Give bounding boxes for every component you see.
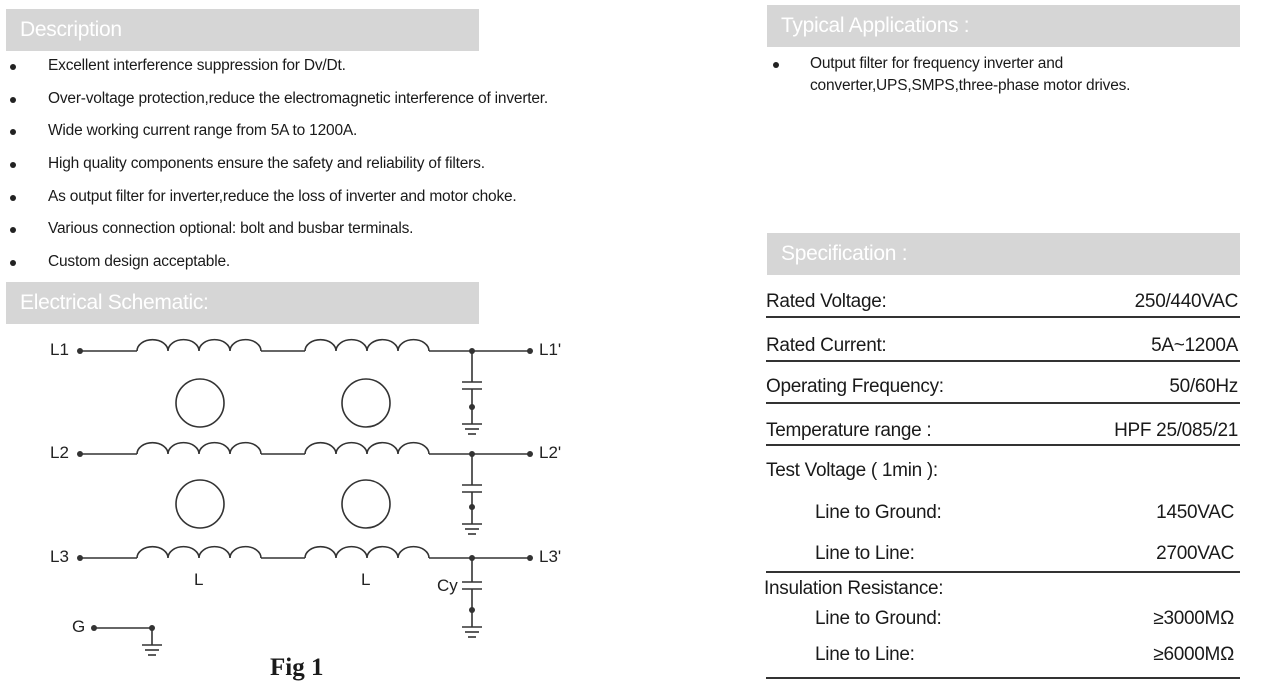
- description-list: [8, 54, 548, 283]
- spec-label: Test Voltage ( 1min ):: [766, 460, 938, 481]
- description-header: [6, 9, 479, 51]
- spec-label: Line to Ground:: [815, 502, 942, 523]
- spec-ir-line-to-line: [766, 636, 1240, 668]
- list-item: [8, 152, 548, 185]
- spec-rated-current: [766, 327, 1240, 359]
- spec-value: ≥6000MΩ: [1153, 644, 1234, 665]
- spec-label: Line to Line:: [815, 543, 915, 564]
- output-label: L2': [539, 443, 562, 462]
- list-item: [8, 217, 548, 250]
- list-item: [8, 54, 548, 87]
- specification-header: [767, 233, 1240, 275]
- list-item: [8, 185, 548, 218]
- input-label: L3: [50, 547, 69, 566]
- description-title: Description: [20, 18, 122, 41]
- spec-value: ≥3000MΩ: [1153, 608, 1234, 629]
- list-item: [8, 119, 548, 152]
- spec-value: 250/440VAC: [1134, 291, 1238, 312]
- spec-label: Operating Frequency:: [766, 376, 944, 397]
- spec-value: 50/60Hz: [1169, 376, 1238, 397]
- inductor-label: L: [361, 570, 371, 589]
- bullet-icon: [10, 97, 16, 103]
- applications-line: converter,UPS,SMPS,three-phase motor drives.: [810, 77, 1131, 94]
- inductor-label: L: [194, 570, 204, 589]
- divider: [766, 360, 1240, 362]
- spec-value: 5A~1200A: [1151, 335, 1238, 356]
- spec-value: 2700VAC: [1156, 543, 1234, 564]
- list-item-text: As output filter for inverter,reduce the loss of inverter and motor choke.: [48, 187, 517, 205]
- specification-title: Specification :: [781, 242, 908, 265]
- divider: [766, 677, 1240, 679]
- spec-tv-line-to-ground: [766, 494, 1240, 526]
- bullet-icon: [10, 260, 16, 266]
- schematic-title: Electrical Schematic:: [20, 291, 209, 314]
- list-item: [8, 250, 548, 283]
- bullet-icon: [10, 129, 16, 135]
- output-label: L3': [539, 547, 562, 566]
- spec-insulation-resistance: [764, 570, 1238, 602]
- spec-temperature-range: [766, 412, 1240, 444]
- figure-caption: Fig 1: [270, 654, 324, 681]
- list-item-text: Wide working current range from 5A to 1200A.: [48, 122, 358, 140]
- list-item-text: Various connection optional: bolt and busbar terminals.: [48, 220, 414, 238]
- spec-value: HPF 25/085/21: [1114, 420, 1238, 441]
- spec-test-voltage: [766, 452, 1240, 484]
- spec-label: Line to Line:: [815, 644, 915, 665]
- list-item-text: Custom design acceptable.: [48, 253, 230, 271]
- spec-label: Rated Current:: [766, 335, 887, 356]
- applications-title: Typical Applications :: [781, 14, 970, 37]
- bullet-icon: [10, 64, 16, 70]
- divider: [766, 444, 1240, 446]
- schematic-diagram: [0, 330, 600, 660]
- ground-label: G: [72, 617, 86, 636]
- spec-tv-line-to-line: [766, 535, 1240, 567]
- output-label: L1': [539, 340, 562, 359]
- input-label: L1: [50, 340, 69, 359]
- spec-rated-voltage: [766, 283, 1240, 315]
- bullet-icon: [773, 62, 779, 68]
- spec-label: Line to Ground:: [815, 608, 942, 629]
- capacitor-label: Cy: [437, 576, 458, 595]
- bullet-icon: [10, 162, 16, 168]
- applications-header: [767, 5, 1240, 47]
- list-item-text: Over-voltage protection,reduce the electromagnetic interference of inverter.: [48, 89, 549, 107]
- bullet-icon: [10, 227, 16, 233]
- bullet-icon: [10, 195, 16, 201]
- spec-value: 1450VAC: [1156, 502, 1234, 523]
- spec-label: Rated Voltage:: [766, 291, 887, 312]
- divider: [766, 316, 1240, 318]
- spec-ir-line-to-ground: [766, 600, 1240, 632]
- input-label: L2: [50, 443, 69, 462]
- divider: [766, 402, 1240, 404]
- list-item: [8, 87, 548, 120]
- applications-item: [768, 53, 1210, 97]
- list-item-text: High quality components ensure the safety and reliability of filters.: [48, 155, 485, 173]
- spec-label: Temperature range :: [766, 420, 932, 441]
- schematic-header: [6, 282, 479, 324]
- spec-operating-frequency: [766, 368, 1240, 400]
- list-item-text: Excellent interference suppression for Dv/Dt.: [48, 57, 346, 74]
- spec-label: Insulation Resistance:: [764, 578, 944, 599]
- applications-line: Output filter for frequency inverter and: [810, 55, 1064, 72]
